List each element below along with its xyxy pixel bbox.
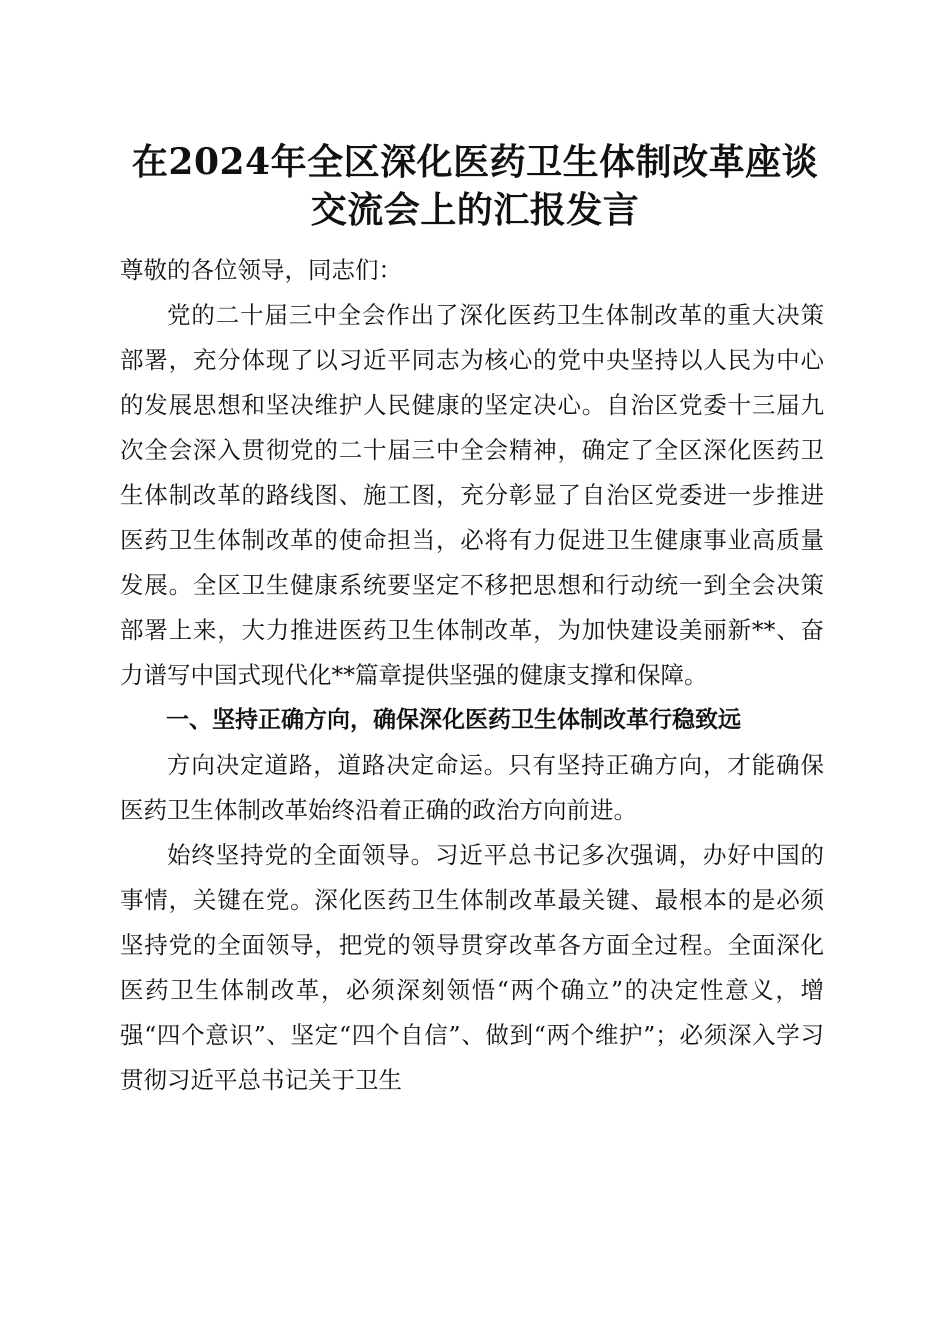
document-title: 在2024年全区深化医药卫生体制改革座谈交流会上的汇报发言 [131,141,819,231]
section-1-paragraph-2: 始终坚持党的全面领导。习近平总书记多次强调，办好中国的事情，关键在党。深化医药卫生体制改革最关键、最根本的是必须坚持党的全面领导，把党的领导贯穿改革各方面全过程。全面深化医药卫生体制改革，必须深刻领悟“两个确立”的决定性意义，增强“四个意识”、坚定“四个自信”、做到“两个维护”；必须深入学习贯彻习近平总书记关于卫生 [120,841,824,1094]
salutation: 尊敬的各位领导，同志们： [120,256,402,284]
section-1-paragraph-1: 方向决定道路，道路决定命运。只有坚持正确方向，才能确保医药卫生体制改革始终沿着正确的政治方向前进。 [120,751,824,824]
intro-paragraph: 党的二十届三中全会作出了深化医药卫生体制改革的重大决策部署，充分体现了以习近平同志为核心的党中央坚持以人民为中心的发展思想和坚决维护人民健康的坚定决心。自治区党委十三届九次全会深入贯彻党的二十届三中全会精神，确定了全区深化医药卫生体制改革的路线图、施工图，充分彰显了自治区党委进一步推进医药卫生体制改革的使命担当，必将有力促进卫生健康事业高质量发展。全区卫生健康系统要坚定不移把思想和行动统一到全会决策部署上来，大力推进医药卫生体制改革，为加快建设美丽新**、奋力谱写中国式现代化**篇章提供坚强的健康支撑和保障。 [120,301,824,689]
section-heading-1: 一、坚持正确方向，确保深化医药卫生体制改革行稳致远 [166,707,741,733]
document-body [120,248,824,1103]
